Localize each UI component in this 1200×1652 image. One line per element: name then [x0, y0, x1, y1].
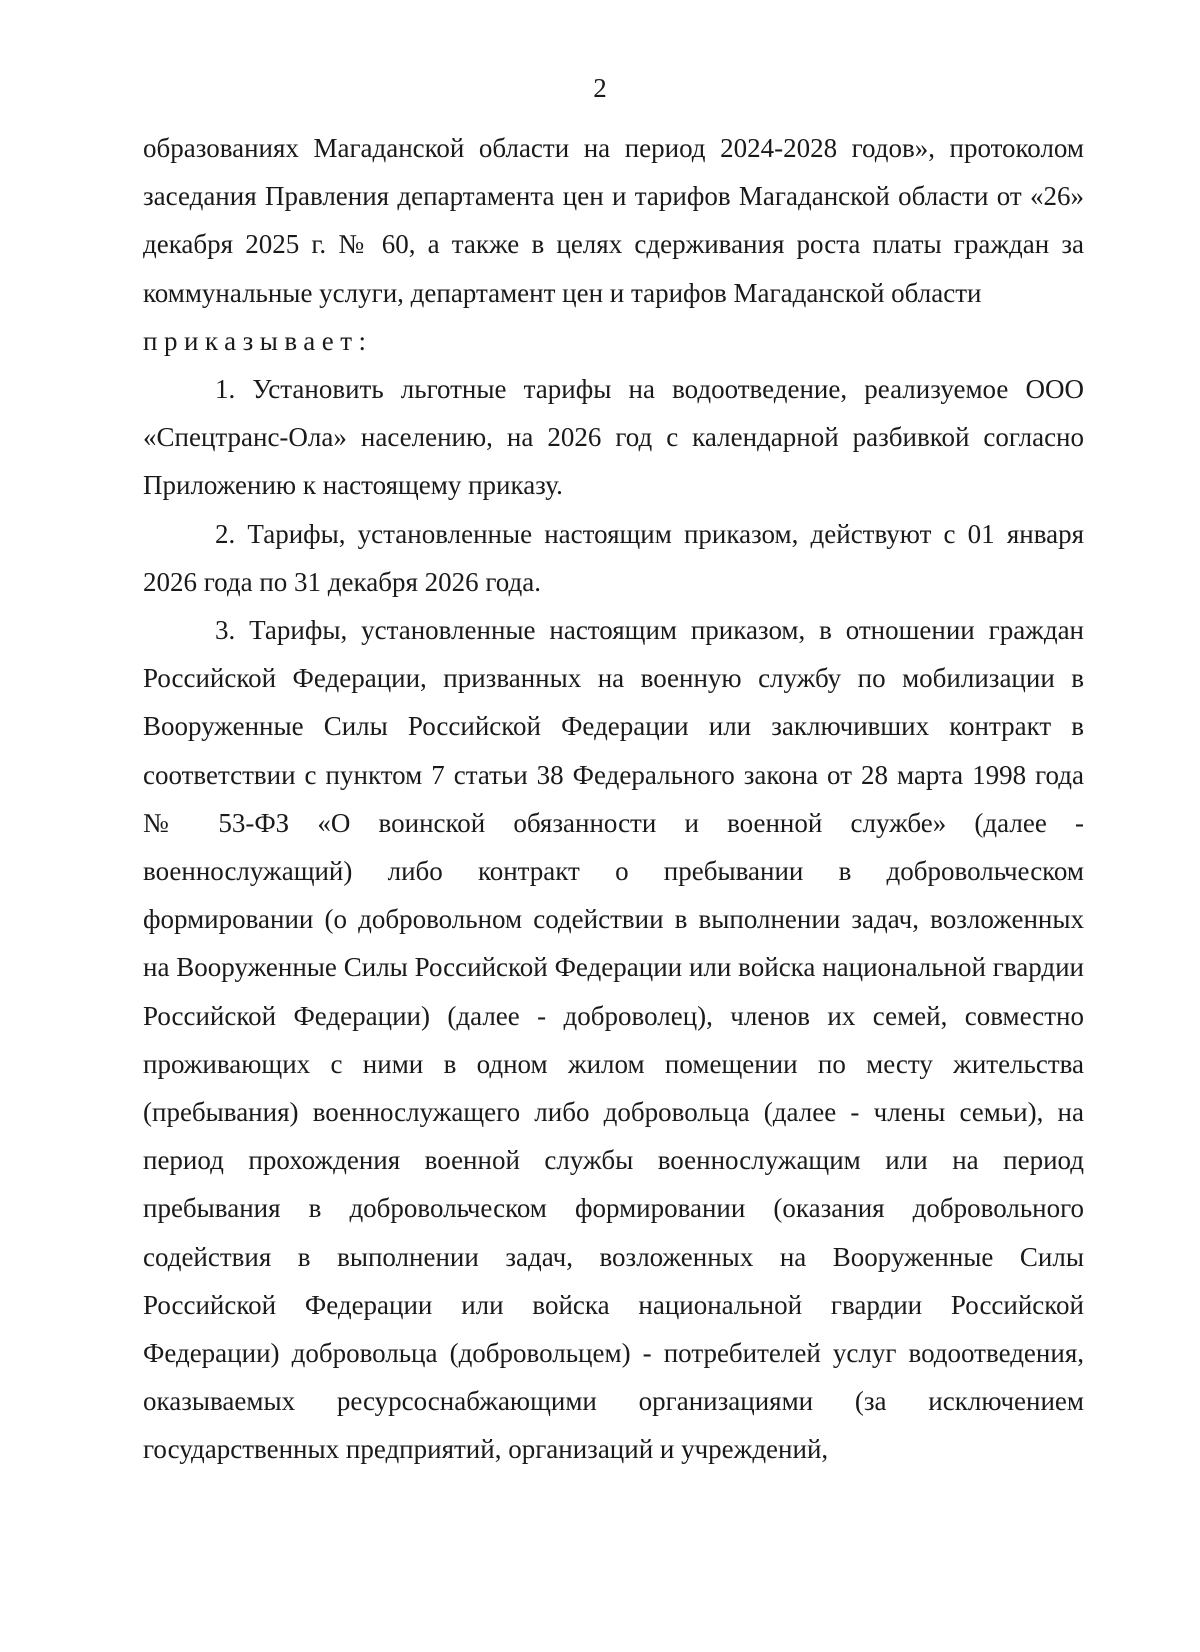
- page-number: 2: [593, 73, 607, 103]
- document-body: [143, 124, 1084, 1474]
- item-2-paragraph: 2. Тарифы, установленные настоящим приказом, действуют с 01 января 2026 года по 31 декабря 2026 года.: [143, 518, 1084, 597]
- item-1-paragraph: 1. Установить льготные тарифы на водоотведение, реализуемое ООО «Спецтранс-Ола» населению, на 2026 год с календарной разбивкой согласно Приложению к настоящему приказу.: [143, 374, 1084, 501]
- orders-word: приказывает:: [143, 325, 373, 356]
- intro-paragraph: образованиях Магаданской области на период 2024-2028 годов», протоколом заседания Правления департамента цен и тарифов Магаданской области от «26» декабря 2025 г. № 60, а также в целях сдерживания роста платы граждан за коммунальные услуги, департамент цен и тарифов Магаданской области: [143, 133, 1084, 308]
- item-3-paragraph: 3. Тарифы, установленные настоящим приказом, в отношении граждан Российской Федерации, призванных на военную службу по мобилизации в Вооруженные Силы Российской Федерации или заключивших контракт в соответствии с пунктом 7 статьи 38 Федерального закона от 28 марта 1998 года № 53-ФЗ «О воинской обязанности и военной службе» (далее - военнослужащий) либо контракт о пребывании в добровольческом формировании (о добровольном содействии в выполнении задач, возложенных на Вооруженные Силы Российской Федерации или войска национальной гвардии Российской Федерации) (далее - доброволец), членов их семей, совместно проживающих с ними в одном жилом помещении по месту жительства (пребывания) военнослужащего либо добровольца (далее - члены семьи), на период прохождения военной службы военнослужащим или на период пребывания в добровольческом формировании (оказания добровольного содействия в выполнении задач, возложенных на Вооруженные Силы Российской Федерации или войска национальной гвардии Российской Федерации) добровольца (добровольцем) - потребителей услуг водоотведения, оказываемых ресурсоснабжающими организациями (за исключением государственных предприятий, организаций и учреждений,: [143, 615, 1084, 1465]
